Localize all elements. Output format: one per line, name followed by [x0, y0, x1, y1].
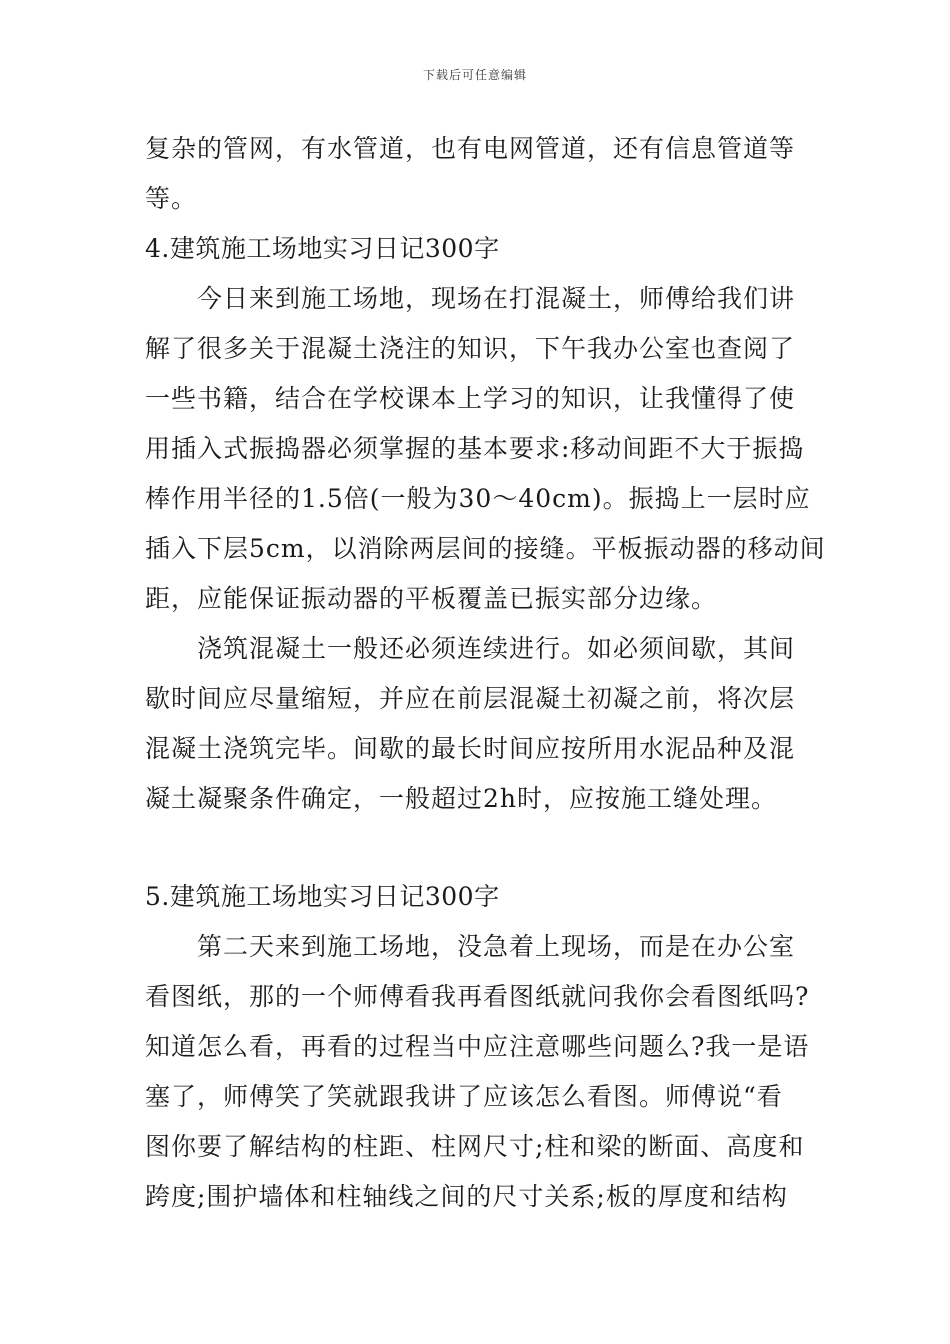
text-line: 跨度;围护墙体和柱轴线之间的尺寸关系;板的厚度和结构	[145, 1182, 788, 1211]
text-line: 凝土凝聚条件确定，一般超过2h时，应按施工缝处理。	[145, 784, 778, 813]
text-line: 棒作用半径的1.5倍(一般为30～40cm)。振捣上一层时应	[145, 484, 811, 513]
paragraph-start: 第二天来到施工场地，没急着上现场，而是在办公室	[197, 932, 796, 961]
paragraph-start: 今日来到施工场地，现场在打混凝土，师傅给我们讲	[197, 284, 796, 313]
section-heading-4: 4.建筑施工场地实习日记300字	[145, 234, 500, 263]
section-heading-5: 5.建筑施工场地实习日记300字	[145, 882, 500, 911]
text-line: 图你要了解结构的柱距、柱网尺寸;柱和梁的断面、高度和	[145, 1132, 805, 1161]
text-line: 插入下层5cm，以消除两层间的接缝。平板振动器的移动间	[145, 534, 826, 563]
text-line: 塞了，师傅笑了笑就跟我讲了应该怎么看图。师傅说“看	[145, 1082, 783, 1111]
text-line: 一些书籍，结合在学校课本上学习的知识，让我懂得了使	[145, 384, 796, 413]
text-line: 用插入式振捣器必须掌握的基本要求:移动间距不大于振捣	[145, 434, 805, 463]
section-gap	[145, 824, 810, 872]
text-line: 看图纸，那的一个师傅看我再看图纸就问我你会看图纸吗?	[145, 982, 810, 1011]
page-header: 下载后可任意编辑	[422, 68, 527, 82]
paragraph-start: 浇筑混凝土一般还必须连续进行。如必须间歇，其间	[197, 634, 796, 663]
text-line: 等。	[145, 184, 198, 213]
text-line: 歇时间应尽量缩短，并应在前层混凝土初凝之前，将次层	[145, 684, 796, 713]
text-line: 复杂的管网，有水管道，也有电网管道，还有信息管道等	[145, 134, 796, 163]
text-line: 混凝土浇筑完毕。间歇的最长时间应按所用水泥品种及混	[145, 734, 796, 763]
text-line: 距，应能保证振动器的平板覆盖已振实部分边缘。	[145, 584, 718, 613]
document-body	[145, 124, 826, 1222]
text-line: 解了很多关于混凝土浇注的知识，下午我办公室也查阅了	[145, 334, 796, 363]
text-line: 知道怎么看，再看的过程当中应注意哪些问题么?我一是语	[145, 1032, 810, 1061]
